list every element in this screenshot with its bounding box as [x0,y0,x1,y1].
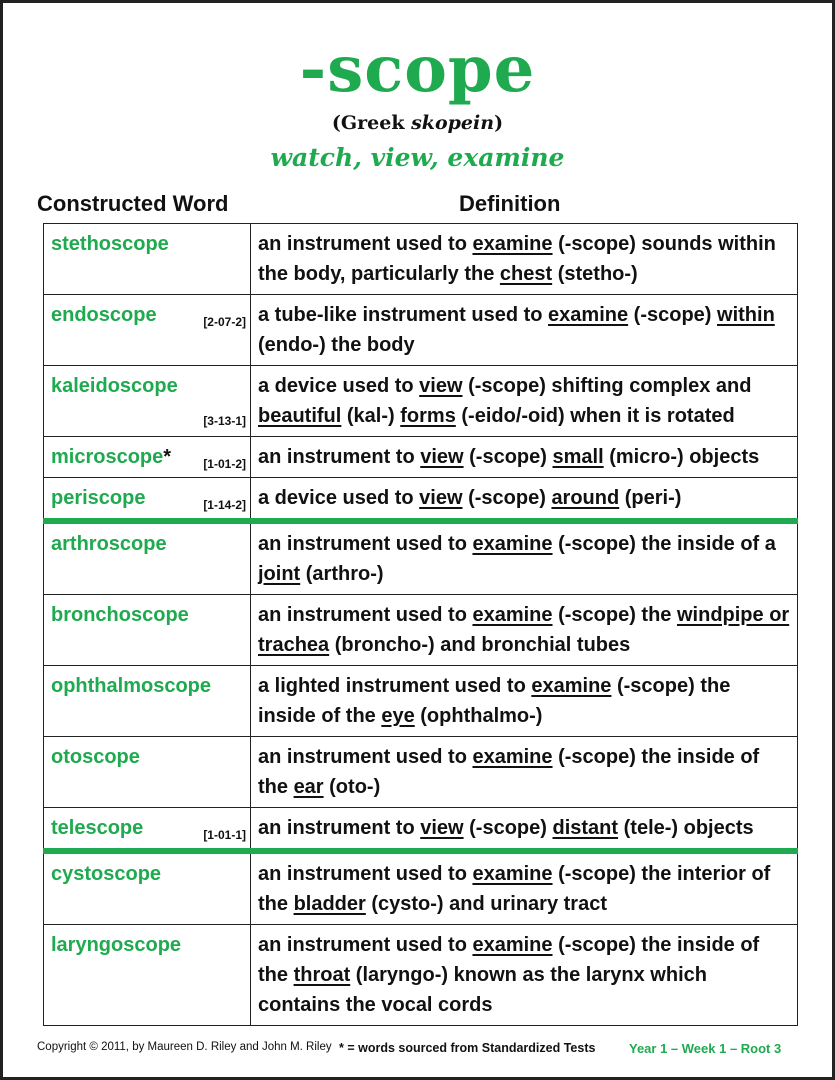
word-cell [44,737,251,808]
definition-cell [251,437,798,478]
origin-close: ) [494,112,504,134]
definition-text: (cysto-) and urinary tract [365,893,607,915]
definition-text: (-scope) sounds within the body, particularly the [258,233,776,285]
definition-text: (micro-) objects [603,446,760,468]
definition-text: a tube-like instrument used to [258,304,549,326]
definition-text: (tele-) objects [618,817,754,839]
definition-cell [251,366,798,437]
definition-key-term: small [552,446,604,468]
word-text: telescope [51,817,144,839]
definition-key-term: view [420,446,464,468]
definition-cell [251,295,798,366]
definition-text: (arthro-) [300,563,384,585]
word-text: bronchoscope [51,604,189,626]
table-row [44,521,798,595]
definition-text: (peri-) [619,487,682,509]
definition-cell [251,851,798,925]
definition-text: a device used to [258,487,420,509]
table-row [44,437,798,478]
definition-key-term: beautiful [258,405,342,427]
word-text: stethoscope [51,233,169,255]
table-row [44,224,798,295]
definition-text: (-scope) the inside of a [552,533,776,555]
definition-cell [251,595,798,666]
lesson-location: Year 1 – Week 1 – Root 3 [629,1041,782,1056]
definition-text: an instrument used to [258,604,473,626]
definition-key-term: chest [499,263,553,285]
definition-key-term: within [717,304,775,326]
definition-key-term: examine [472,233,553,255]
table-row [44,851,798,925]
definition-text: an instrument used to [258,533,473,555]
definition-text: (oto-) [323,776,381,798]
origin-word: skopein [411,112,495,134]
standardized-test-star: * [163,446,172,468]
definition-text: (broncho-) and bronchial tubes [329,634,631,656]
definition-cell [251,737,798,808]
definition-text: an instrument to [258,817,421,839]
definition-cell [251,478,798,522]
definition-text: (-scope) the inside of the [258,746,760,798]
table-row [44,295,798,366]
definition-cell [251,925,798,1026]
word-text: ophthalmoscope [51,675,212,697]
definition-key-term: examine [472,863,553,885]
source-reference: [1-01-1] [203,828,246,842]
definition-text: (-scope) the interior of the [258,863,771,915]
word-cell [44,224,251,295]
word-cell [44,808,251,852]
source-reference: [1-01-2] [203,457,246,471]
definition-text: an instrument to [258,446,421,468]
definition-key-term: view [420,817,464,839]
definition-key-term: examine [472,934,553,956]
definition-key-term: view [419,487,463,509]
source-reference: [1-14-2] [203,498,246,512]
definition-text: (endo-) the body [258,334,415,356]
definition-text: (-eido/-oid) when it is rotated [455,405,735,427]
page-title: -scope [299,32,536,107]
table-row [44,666,798,737]
column-header-word: Constructed Word [37,191,229,216]
word-cell [44,366,251,437]
table-row [44,478,798,522]
word-text: kaleidoscope [51,375,178,397]
definition-text: (-scope) the inside of the [258,675,731,727]
definition-key-term: examine [472,533,553,555]
definition-key-term: eye [381,705,415,727]
definition-key-term: distant [552,817,619,839]
definition-cell [251,666,798,737]
definition-key-term: examine [472,604,553,626]
definition-text: a device used to [258,375,420,397]
definition-text: (-scope) [628,304,718,326]
definition-key-term: windpipe or trachea [258,604,790,656]
definition-text: (-scope) the [552,604,677,626]
word-text: cystoscope [51,863,162,885]
definition-text: (-scope) the inside of the [258,934,760,986]
source-reference: [3-13-1] [203,414,246,428]
definition-key-term: bladder [293,893,366,915]
definition-text: an instrument used to [258,746,473,768]
definition-key-term: examine [472,746,553,768]
definition-key-term: around [551,487,620,509]
word-text: laryngoscope [51,934,182,956]
word-cell [44,666,251,737]
definition-text: a lighted instrument used to [258,675,532,697]
definition-text: (-scope) shifting complex and [462,375,752,397]
definition-text: (-scope) [463,817,553,839]
table-row [44,808,798,852]
table-row [44,595,798,666]
standardized-test-note: * = words sourced from Standardized Tests [339,1041,596,1055]
word-cell [44,595,251,666]
root-meaning: watch, view, examine [270,143,565,172]
word-text: periscope [51,487,146,509]
definition-key-term: joint [258,563,301,585]
word-text: otoscope [51,746,140,768]
definition-cell [251,808,798,852]
column-header-definition: Definition [459,191,561,216]
definition-key-term: forms [400,405,456,427]
definition-text: (-scope) [462,487,552,509]
table-row [44,366,798,437]
word-cell [44,478,251,522]
word-cell [44,437,251,478]
definition-text: an instrument used to [258,863,473,885]
word-cell [44,851,251,925]
definition-text: (-scope) [463,446,553,468]
copyright-notice: Copyright © 2011, by Maureen D. Riley and John M. Riley [37,1041,332,1053]
definition-key-term: examine [531,675,612,697]
definition-text: (laryngo-) known as the larynx which contains the vocal cords [258,964,707,1016]
table-row [44,737,798,808]
source-reference: [2-07-2] [203,315,246,329]
definition-text: an instrument used to [258,934,473,956]
word-cell [44,925,251,1026]
definition-key-term: examine [548,304,629,326]
word-origin [3,114,832,133]
word-cell [44,295,251,366]
word-text: endoscope [51,304,157,326]
definition-cell [251,521,798,595]
definition-text: an instrument used to [258,233,473,255]
table-row [44,925,798,1026]
definition-key-term: ear [293,776,324,798]
definition-text: (stetho-) [552,263,638,285]
word-text: arthroscope [51,533,167,555]
definition-key-term: throat [293,964,351,986]
definition-text: (kal-) [341,405,401,427]
word-cell [44,521,251,595]
definition-text: (ophthalmo-) [414,705,543,727]
definition-key-term: view [419,375,463,397]
definition-cell [251,224,798,295]
word-text: microscope [51,446,164,468]
origin-open: (Greek [331,112,412,134]
words-table [43,223,798,1026]
